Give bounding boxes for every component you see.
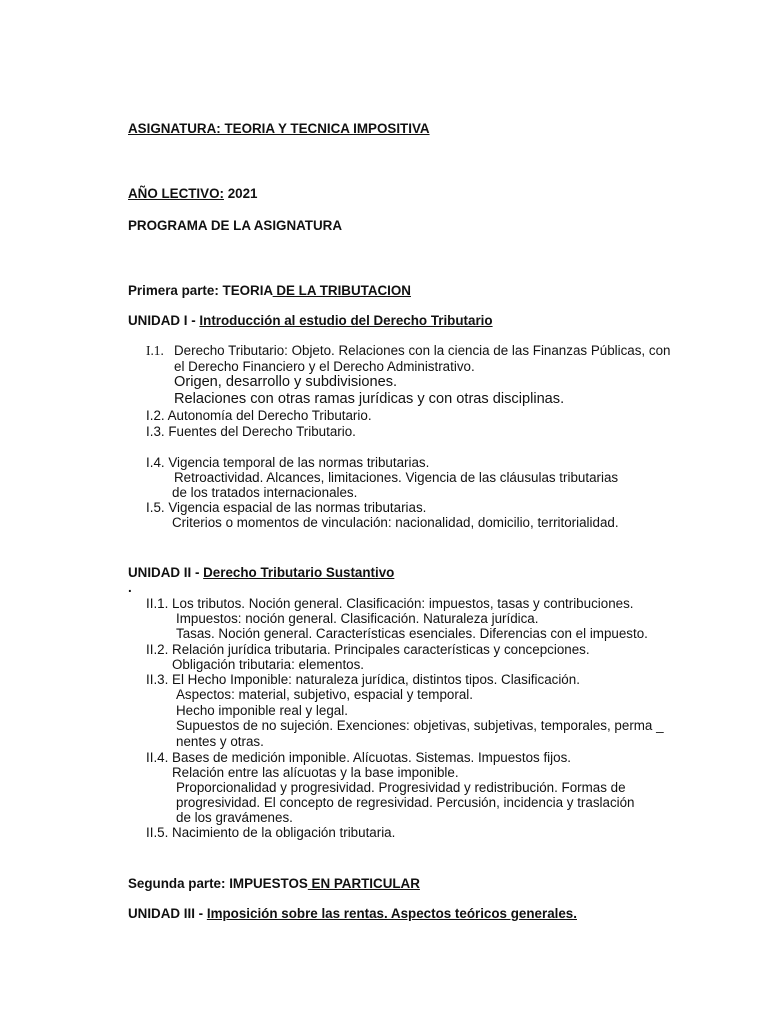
item-1-5-line-1: I.5. Vigencia espacial de las normas tributarias. — [146, 500, 427, 515]
unit-2-line: II.1. Los tributos. Noción general. Clasificación: impuestos, tasas y contribuciones. — [146, 596, 634, 611]
program-heading: PROGRAMA DE LA ASIGNATURA — [128, 218, 342, 233]
unit-2-line: Hecho imponible real y legal. — [176, 703, 348, 718]
unit-3-heading — [128, 906, 577, 921]
unit-2-heading — [128, 565, 394, 580]
part-one-label: Primera parte: TEORIA — [128, 283, 273, 298]
unit-2-line: II.5. Nacimiento de la obligación tributaria. — [146, 825, 396, 840]
part-two-label: Segunda parte: IMPUESTOS — [128, 876, 308, 891]
unit-2-line: Impuestos: noción general. Clasificación. Naturaleza jurídica. — [176, 611, 539, 626]
unit-2-line: Obligación tributaria: elementos. — [172, 657, 365, 672]
unit-2-line: de los gravámenes. — [176, 810, 293, 825]
item-1-1-line-3: Origen, desarrollo y subdivisiones. — [174, 374, 398, 390]
unit-2-title: Derecho Tributario Sustantivo — [203, 565, 395, 580]
unit-2-line: Proporcionalidad y progresividad. Progresividad y redistribución. Formas de — [176, 780, 626, 795]
item-1-5-line-2: Criterios o momentos de vinculación: nacionalidad, domicilio, territorialidad. — [172, 515, 619, 530]
unit-3-title: Imposición sobre las rentas. Aspectos teóricos generales. — [206, 906, 577, 921]
item-1-4-line-3: de los tratados internacionales. — [172, 485, 358, 500]
item-1-1-line-1: Derecho Tributario: Objeto. Relaciones con la ciencia de las Finanzas Públicas, con — [174, 343, 671, 358]
unit-2-dot: . — [128, 580, 132, 595]
item-1-4-line-2: Retroactividad. Alcances, limitaciones. Vigencia de las cláusulas tributarias — [174, 470, 619, 485]
item-1-1-number: I.1. — [146, 343, 164, 358]
academic-year-value: 2021 — [223, 186, 258, 201]
unit-2-line: Relación entre las alícuotas y la base imponible. — [172, 765, 459, 780]
unit-2-line: Aspectos: material, subjetivo, espacial y temporal. — [176, 687, 473, 702]
item-1-1-line-2: el Derecho Financiero y el Derecho Administrativo. — [174, 359, 475, 374]
unit-2-line: Supuestos de no sujeción. Exenciones: objetivas, subjetivas, temporales, perma _ — [176, 718, 664, 733]
item-1-4-line-1: I.4. Vigencia temporal de las normas tributarias. — [146, 455, 430, 470]
unit-2-line: II.4. Bases de medición imponible. Alícuotas. Sistemas. Impuestos fijos. — [146, 750, 571, 765]
academic-year — [128, 186, 257, 201]
part-one-title: DE LA TRIBUTACION — [272, 283, 411, 298]
item-1-2: I.2. Autonomía del Derecho Tributario. — [146, 408, 372, 423]
part-two-heading — [128, 876, 420, 891]
unit-2-line: II.3. El Hecho Imponible: naturaleza jurídica, distintos tipos. Clasificación. — [146, 672, 580, 687]
unit-1-title: Introducción al estudio del Derecho Tributario — [199, 313, 493, 328]
subject-title: ASIGNATURA: TEORIA Y TECNICA IMPOSITIVA — [128, 121, 430, 136]
unit-3-label: UNIDAD III - — [128, 906, 207, 921]
unit-1-heading — [128, 313, 493, 328]
part-two-title: EN PARTICULAR — [307, 876, 420, 891]
item-1-3: I.3. Fuentes del Derecho Tributario. — [146, 424, 356, 439]
unit-2-line: Tasas. Noción general. Características esenciales. Diferencias con el impuesto. — [176, 626, 648, 641]
part-one-heading — [128, 283, 411, 298]
academic-year-label: AÑO LECTIVO: — [128, 186, 224, 201]
unit-1-label: UNIDAD I - — [128, 313, 200, 328]
unit-2-line: nentes y otras. — [176, 734, 264, 749]
unit-2-label: UNIDAD II - — [128, 565, 204, 580]
unit-2-line: progresividad. El concepto de regresividad. Percusión, incidencia y traslación — [176, 795, 635, 810]
item-1-1-line-4: Relaciones con otras ramas jurídicas y con otras disciplinas. — [174, 391, 565, 407]
unit-2-line: II.2. Relación jurídica tributaria. Principales características y concepciones. — [146, 642, 590, 657]
